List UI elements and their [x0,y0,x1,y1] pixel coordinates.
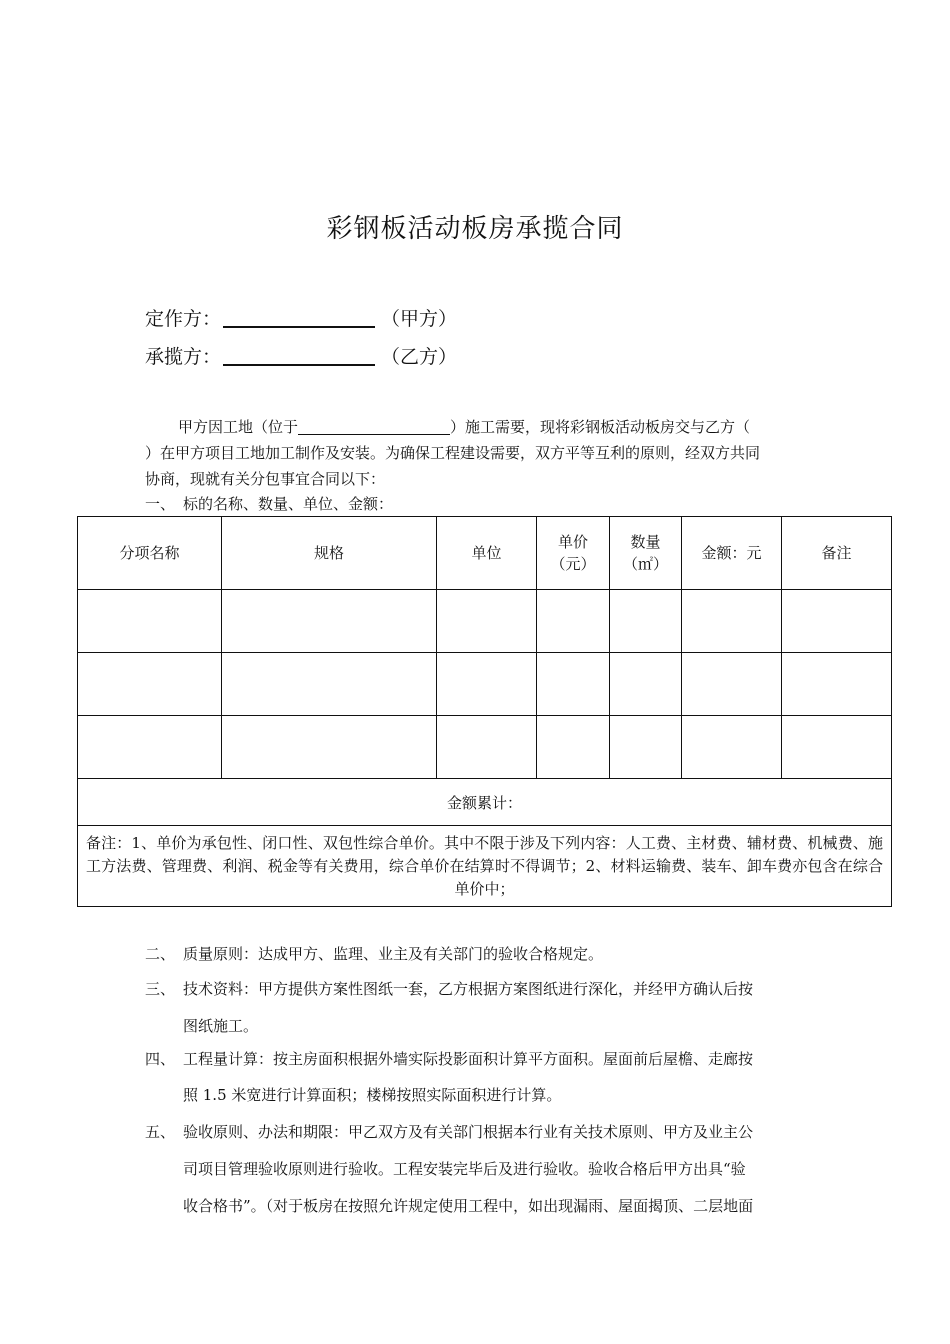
section-5-text: 验收原则、办法和期限：甲乙双方及有关部门根据本行业有关技术原则、甲方及业主公 [183,1123,754,1141]
party-b-label: 承揽方： [145,346,222,368]
table-cell[interactable] [682,590,782,653]
table-cell[interactable] [610,590,682,653]
table-cell[interactable] [222,716,437,779]
header-quantity-l1: 数量 [630,533,661,551]
section-5-continuation-2: 收合格书”。（对于板房在按照允许规定使用工程中，如出现漏雨、屋面揭顶、二层地面 [183,1197,754,1215]
section-1-text: 标的名称、数量、单位、金额： [183,495,394,513]
party-a-line [145,304,457,331]
section-1 [0,493,950,517]
section-5-number: 五、 [145,1123,176,1141]
section-4-number: 四、 [145,1050,176,1068]
table-cell[interactable] [537,653,610,716]
party-a-blank [223,306,375,328]
intro-line-3: 协商，现就有关分包事宜合同以下： [145,470,386,488]
section-3-continuation: 图纸施工。 [183,1017,259,1035]
section-4-text: 工程量计算：按主房面积根据外墙实际投影面积计算平方面积。屋面前后屋檐、走廊按 [183,1050,754,1068]
header-unit: 单位 [437,517,537,590]
header-unit-price [537,517,610,590]
header-amount: 金额：元 [682,517,782,590]
table-cell[interactable] [610,653,682,716]
intro-line-1 [178,415,750,439]
intro-line-2: ）在甲方项目工地加工制作及安装。为确保工程建设需要，双方平等互利的原则，经双方共同 [145,444,761,462]
table-row [78,716,892,779]
table-cell[interactable] [610,716,682,779]
table-cell[interactable] [682,653,782,716]
table-cell[interactable] [78,590,222,653]
section-3-text: 技术资料：甲方提供方案性图纸一套，乙方根据方案图纸进行深化，并经甲方确认后按 [183,980,754,998]
table-cell[interactable] [537,716,610,779]
section-2-text: 质量原则：达成甲方、监理、业主及有关部门的验收合格规定。 [183,945,604,963]
section-3-number: 三、 [145,980,176,998]
section-5-continuation-1: 司项目管理验收原则进行验收。工程安装完毕后及进行验收。验收合格后甲方出具“验 [183,1160,746,1178]
document-title: 彩钢板活动板房承揽合同 [326,214,624,244]
header-item-name: 分项名称 [78,517,222,590]
table-cell[interactable] [222,590,437,653]
quotation-table [77,516,892,907]
intro-line-1-b: ）施工需要，现将彩钢板活动板房交与乙方（ [450,418,751,436]
party-a-suffix: （甲方） [381,308,458,330]
section-4-continuation: 照 1.5 米宽进行计算面积；楼梯按照实际面积进行计算。 [183,1086,562,1104]
header-unit-price-l1: 单价 [557,533,588,551]
table-note-row [78,826,892,907]
header-unit-price-l2: （元） [550,555,596,573]
header-quantity-l2: （㎡） [622,555,668,573]
intro-line-1-a: 甲方因工地（位于 [178,418,299,436]
table-cell[interactable] [782,716,892,779]
header-spec: 规格 [222,517,437,590]
party-a-label: 定作方： [145,308,222,330]
site-location-blank [298,418,450,435]
table-header-row [78,517,892,590]
section-2-number: 二、 [145,945,176,963]
table-row [78,590,892,653]
total-amount-label: 金额累计： [78,779,892,826]
table-cell[interactable] [682,716,782,779]
table-note: 备注：1、单价为承包性、闭口性、双包性综合单价。其中不限于涉及下列内容：人工费、主材费、辅材费、机械费、施工方法费、管理费、利润、税金等有关费用，综合单价在结算时不得调节；2、材料运输费、装车、卸车费亦包含在综合单价中； [78,826,892,907]
table-cell[interactable] [437,590,537,653]
table-cell[interactable] [437,653,537,716]
table-cell[interactable] [78,716,222,779]
section-1-number: 一、 [145,495,176,513]
table-cell[interactable] [782,590,892,653]
party-b-line [145,342,457,369]
table-total-row [78,779,892,826]
table-cell[interactable] [537,590,610,653]
party-b-suffix: （乙方） [381,346,458,368]
table-cell[interactable] [222,653,437,716]
header-quantity [610,517,682,590]
party-b-blank [223,344,375,366]
table-row [78,653,892,716]
table-cell[interactable] [437,716,537,779]
table-cell[interactable] [78,653,222,716]
table-cell[interactable] [782,653,892,716]
header-remarks: 备注 [782,517,892,590]
